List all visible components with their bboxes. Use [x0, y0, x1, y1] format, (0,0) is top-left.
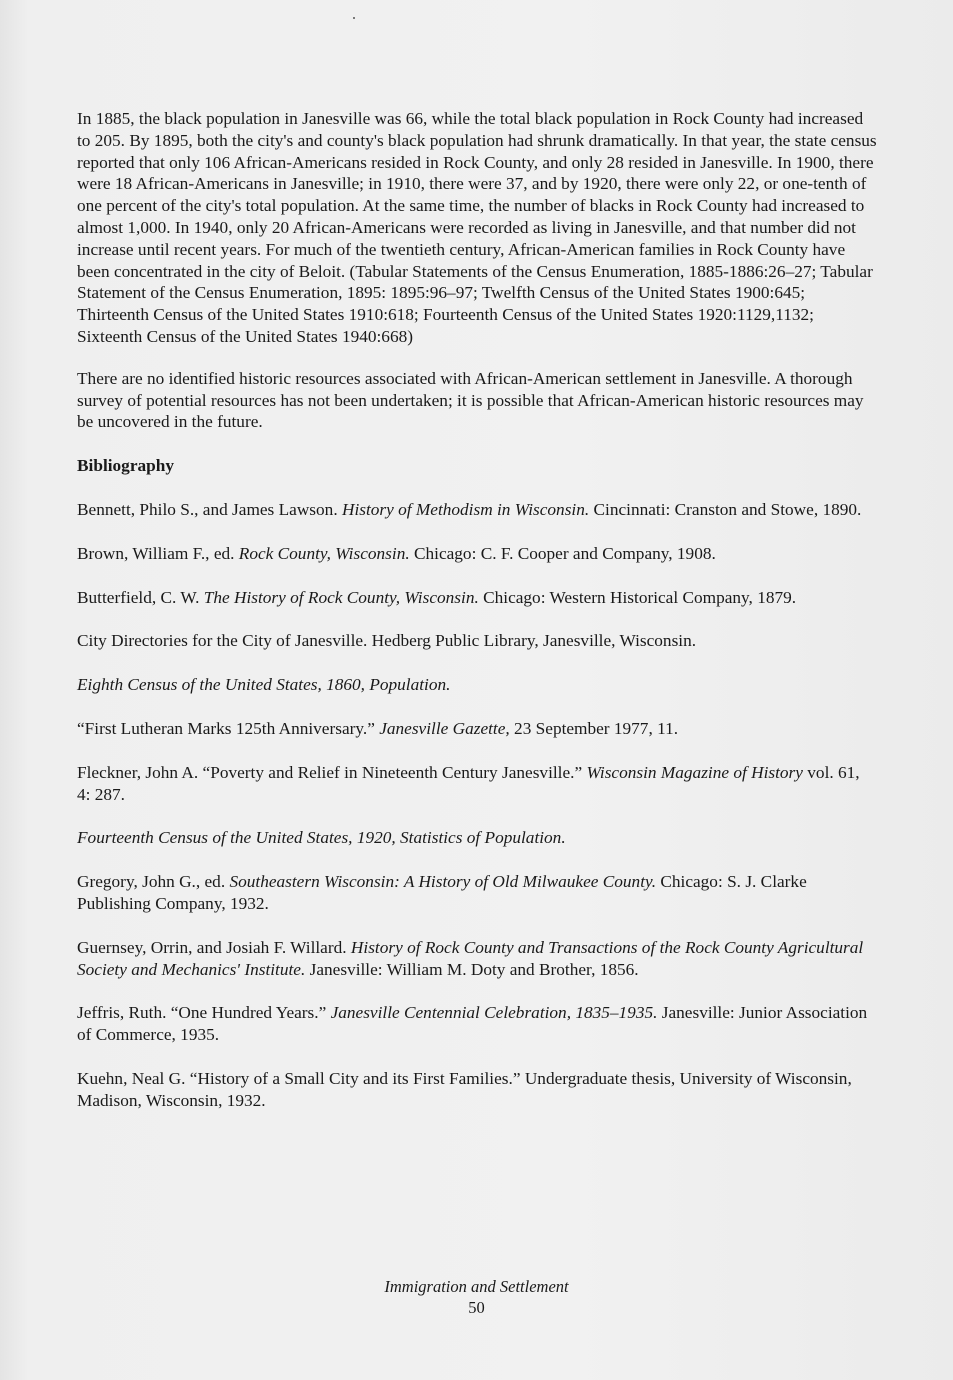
- entry-text: Brown, William F., ed.: [77, 543, 239, 563]
- entry-text: Guernsey, Orrin, and Josiah F. Willard.: [77, 937, 351, 957]
- entry-title: Janesville Gazette,: [379, 718, 510, 738]
- bibliography-entry: [77, 630, 877, 652]
- bibliography-entry: [77, 718, 877, 740]
- entry-title: Rock County, Wisconsin.: [238, 543, 410, 563]
- bibliography-entry: [77, 674, 877, 696]
- bibliography-heading: Bibliography: [77, 456, 174, 476]
- body-paragraph: There are no identified historic resources associated with African-American settlement in Janesville. A thorough survey of potential resources has not been undertaken; it is possible that African-American historic resources may be uncovered in the future.: [77, 368, 864, 432]
- entry-title: Fourteenth Census of the United States, 1920, Statistics of Population.: [77, 828, 566, 848]
- entry-text: Kuehn, Neal G. “History of a Small City and its First Families.” Undergraduate thesis, University of Wisconsin, Madison, Wisconsin, 1932.: [77, 1068, 852, 1110]
- entry-title: History of Rock County and Transactions of the Rock County Agricultural Society and Mechanics' Institute.: [77, 937, 864, 979]
- entry-text: vol. 61, 4: 287.: [77, 762, 860, 804]
- entry-text: Butterfield, C. W.: [77, 587, 204, 607]
- bibliography-entry: [77, 543, 877, 565]
- entry-text: Chicago: C. F. Cooper and Company, 1908.: [409, 543, 716, 563]
- entry-text: Gregory, John G., ed.: [77, 872, 230, 892]
- page-footer: [0, 1276, 953, 1318]
- bibliography-entry: [77, 499, 877, 521]
- entry-text: “First Lutheran Marks 125th Anniversary.”: [77, 718, 380, 738]
- entry-title: Southeastern Wisconsin: A History of Old Milwaukee County.: [229, 872, 657, 892]
- entry-text: Chicago: S. J. Clarke Publishing Company, 1932.: [77, 872, 807, 913]
- bibliography-list: [77, 499, 877, 1112]
- footer-section-title: Immigration and Settlement: [384, 1277, 569, 1296]
- page-content: [77, 108, 877, 1134]
- entry-title: Janesville Centennial Celebration, 1835–1935.: [330, 1003, 658, 1023]
- entry-text: Janesville: William M. Doty and Brother, 1856.: [305, 959, 639, 979]
- entry-text: Bennett, Philo S., and James Lawson.: [77, 499, 342, 519]
- entry-text: City Directories for the City of Janesville. Hedberg Public Library, Janesville, Wisconsin.: [77, 631, 697, 651]
- bibliography-entry: [77, 762, 877, 806]
- bibliography-entry: [77, 937, 877, 981]
- scan-speck: [353, 17, 355, 19]
- entry-text: 23 September 1977, 11.: [509, 718, 679, 738]
- entry-title: Eighth Census of the United States, 1860, Population.: [77, 675, 451, 695]
- bibliography-entry: [77, 827, 877, 849]
- body-paragraph: In 1885, the black population in Janesville was 66, while the total black population in Rock County had increased to 205. By 1895, both the city's and county's black population had shrunk dramatically. In that year, the state census reported that only 106 African-Americans resided in Rock County, and only 28 resided in Janesville. In 1900, there were 18 African-Americans in Janesville; in 1910, there were 37, and by 1920, there were only 22, or one-tenth of one percent of the city's total population. At the same time, the number of blacks in Rock County had increased to almost 1,000. In 1940, only 20 African-Americans were recorded as living in Janesville, and that number did not increase until recent years. For much of the twentieth century, African-American families in Rock County have been concentrated in the city of Beloit. (Tabular Statements of the Census Enumeration, 1885-1886:26–27; Tabular Statement of the Census Enumeration, 1895: 1895:96–97; Twelfth Census of the United States 1900:645; Thirteenth Census of the United States 1910:618; Fourteenth Census of the United States 1920:1129,1132; Sixteenth Census of the United States 1940:668): [77, 109, 877, 346]
- bibliography-entry: [77, 587, 877, 609]
- entry-title: Wisconsin Magazine of History: [586, 762, 803, 782]
- entry-text: Janesville: Junior Association of Commerce, 1935.: [77, 1003, 868, 1045]
- entry-text: Jeffris, Ruth. “One Hundred Years.”: [77, 1003, 331, 1023]
- bibliography-entry: [77, 1002, 877, 1046]
- entry-title: The History of Rock County, Wisconsin.: [203, 587, 479, 607]
- entry-title: History of Methodism in Wisconsin.: [341, 499, 590, 519]
- bibliography-entry: [77, 871, 877, 915]
- page-number: 50: [468, 1298, 485, 1317]
- bibliography-entry: [77, 1068, 877, 1112]
- entry-text: Cincinnati: Cranston and Stowe, 1890.: [589, 499, 862, 519]
- entry-text: Chicago: Western Historical Company, 1879.: [478, 587, 797, 607]
- entry-text: Fleckner, John A. “Poverty and Relief in Nineteenth Century Janesville.”: [77, 762, 587, 782]
